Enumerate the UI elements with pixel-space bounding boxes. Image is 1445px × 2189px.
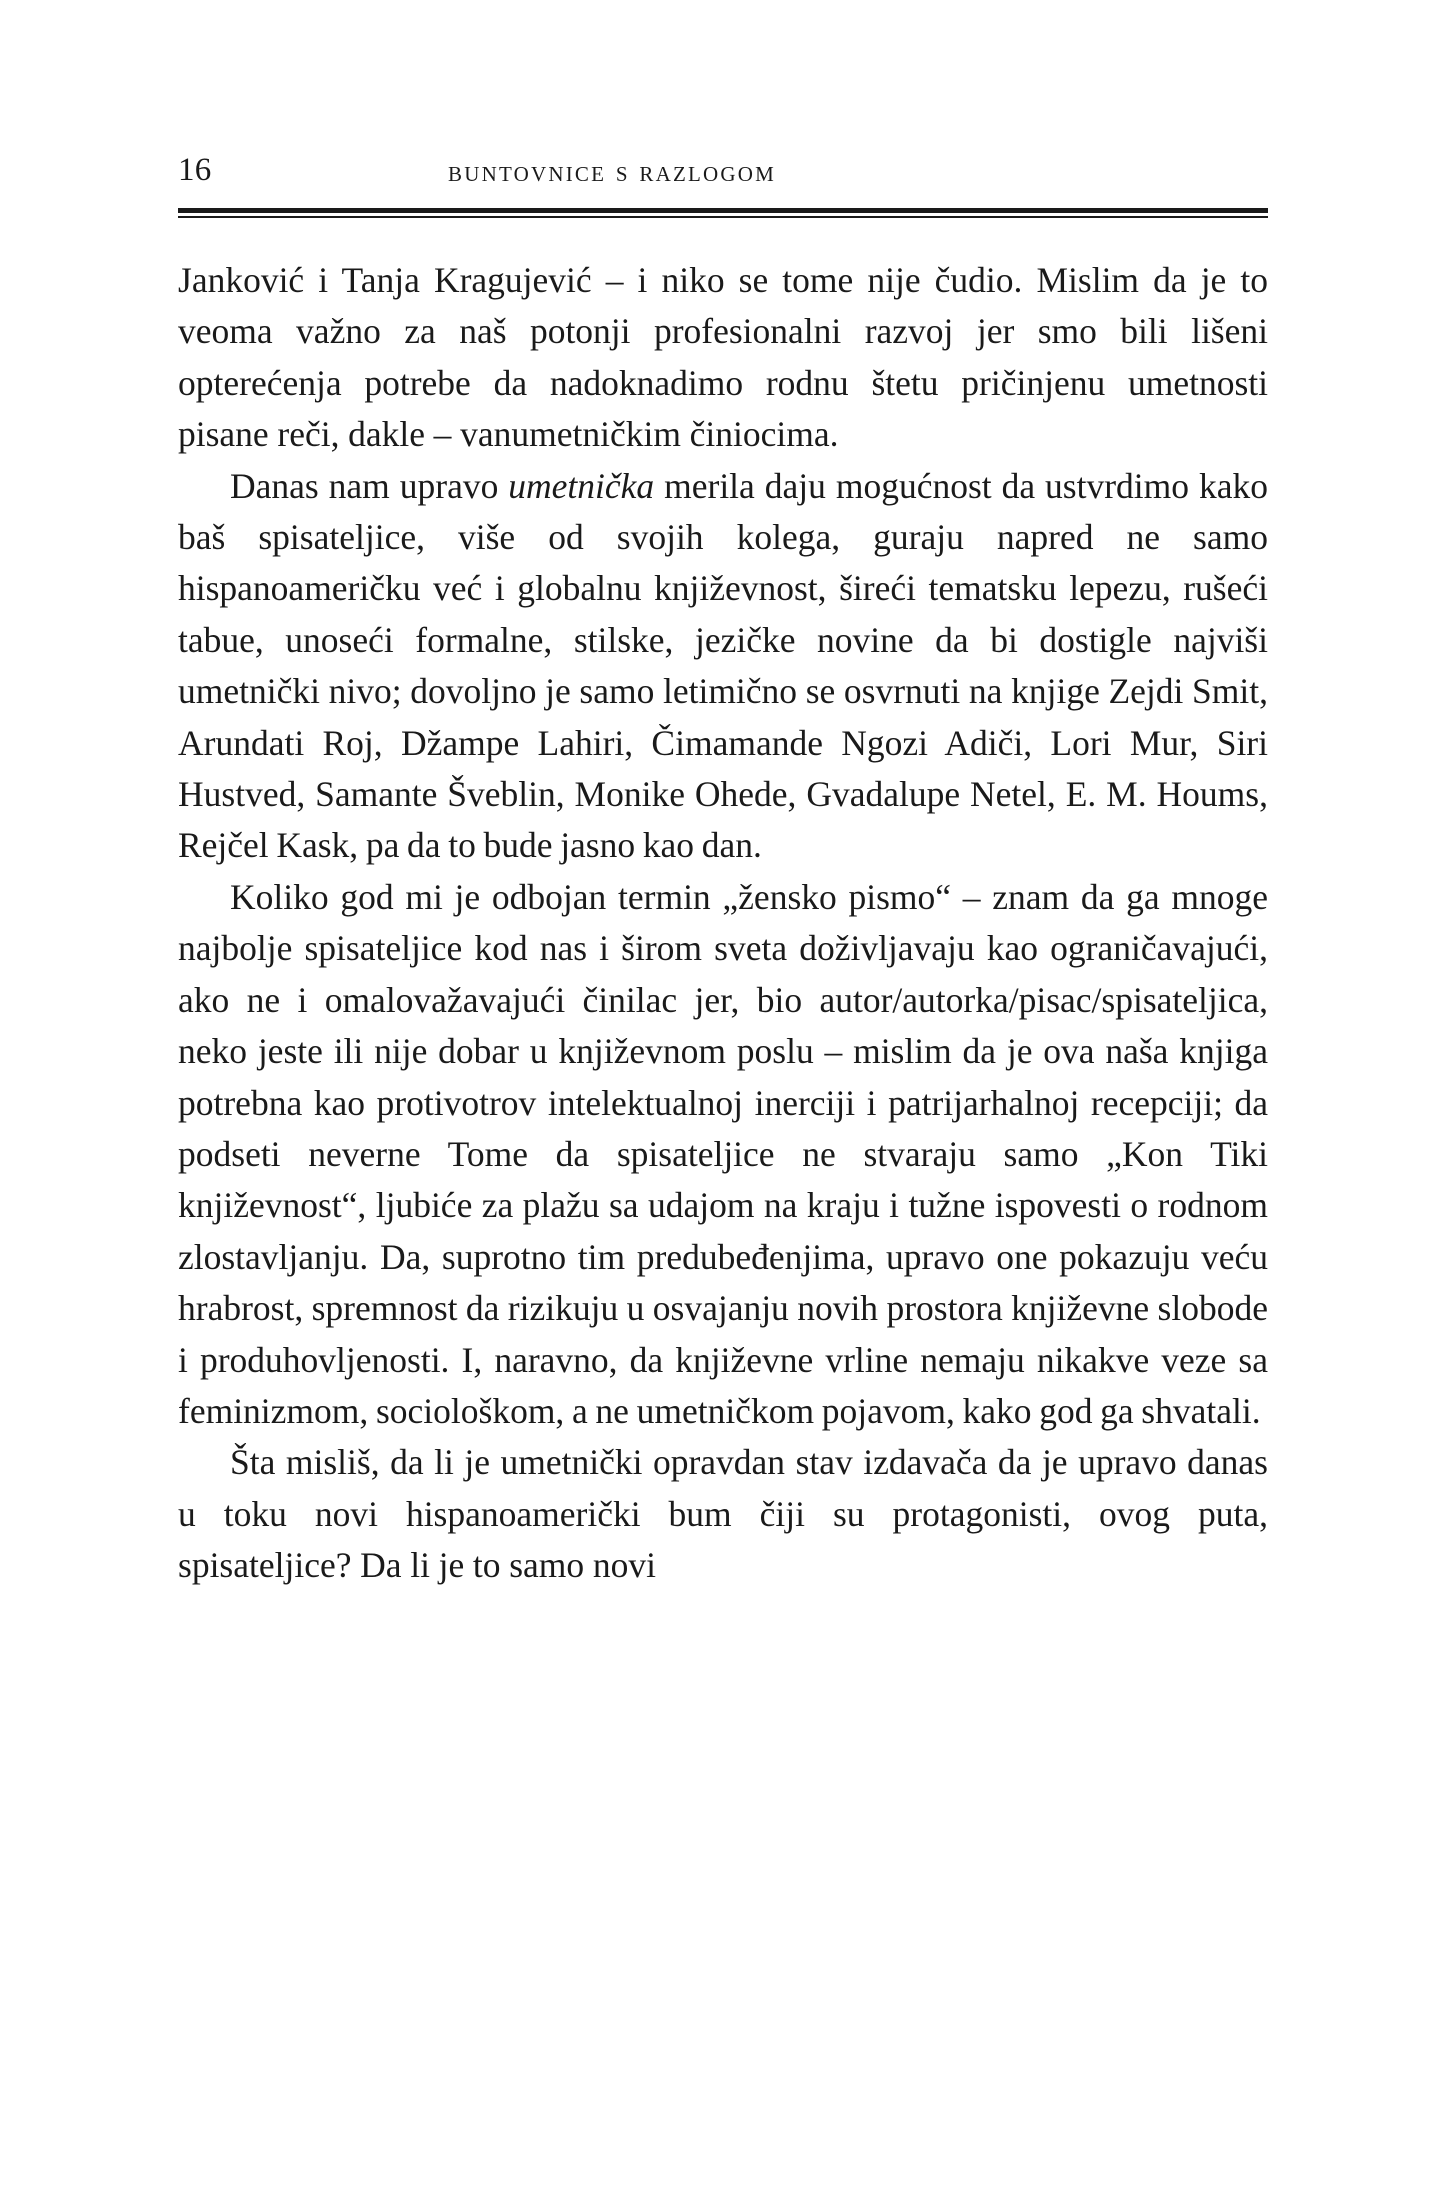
page-number: 16 <box>178 152 212 188</box>
paragraph-4-text: Šta misliš, da li je umetnički opravdan stav izdavača da je upravo danas u toku novi hispanoamerički bum čiji su protagonisti, ovog puta, spisateljice? Da li je to samo novi <box>178 1442 1268 1586</box>
paragraph-1 <box>178 255 1268 461</box>
paragraph-2-text-after-italic: merila daju mogućnost da ustvrdimo kako baš spisateljice, više od svojih kolega, guraju napred ne samo hispanoameričku već i globalnu književnost, šireći tematsku lepezu, rušeći tabue, unoseći formalne, stilske, jezičke novine da bi dostigle najviši umetnički nivo; dovoljno je samo letimično se osvrnuti na knjige Zejdi Smit, Arundati Roj, Džampe Lahiri, Čimamande Ngozi Adiči, Lori Mur, Siri Hustved, Samante Šveblin, Monike Ohede, Gvadalupe Netel, E. M. Houms, Rejčel Kask, pa da to bude jasno kao dan. <box>178 465 1268 866</box>
running-head-title: buntovnice s razlogom <box>448 155 776 188</box>
paragraph-1-text: Janković i Tanja Kragujević – i niko se tome nije čudio. Mislim da je to veoma važno za naš potonji profesionalni razvoj jer smo bili lišeni opterećenja potrebe da nadoknadimo rodnu štetu pričinjenu umetnosti pisane reči, dakle – vanumetničkim činiocima. <box>178 260 1268 455</box>
paragraph-2 <box>178 461 1268 872</box>
page-content-area <box>178 150 1268 1586</box>
running-header <box>178 150 1268 212</box>
header-rule-thin <box>178 216 1268 218</box>
body-text-block <box>178 255 1268 1592</box>
paragraph-2-italic-word: umetnička <box>508 465 655 506</box>
paragraph-3 <box>178 872 1268 1437</box>
paragraph-4 <box>178 1437 1268 1591</box>
paragraph-2-text-before-italic: Danas nam upravo <box>230 465 509 506</box>
paragraph-3-text: Koliko god mi je odbojan termin „žensko pismo“ – znam da ga mnoge najbolje spisateljice kod nas i širom sveta doživljavaju kao ograničavajući, ako ne i omalovažavajući činilac jer, bio autor/autorka/pisac/spisateljica, neko jeste ili nije dobar u književnom poslu – mislim da je ova naša knjiga potrebna kao protivotrov intelektualnoj inerciji i patrijarhalnoj recepciji; da podseti neverne Tome da spisateljice ne stvaraju samo „Kon Tiki književnost“, ljubiće za plažu sa udajom na kraju i tužne ispovesti o rodnom zlostavljanju. Da, suprotno tim predubeđenjima, upravo one pokazuju veću hrabrost, spremnost da rizikuju u osvajanju novih prostora književne slobode i produhovljenosti. I, naravno, da književne vrline nemaju nikakve veze sa feminizmom, sociološkom, a ne umetničkom pojavom, kako god ga shvatali. <box>178 876 1268 1431</box>
header-double-rule <box>178 208 1268 218</box>
